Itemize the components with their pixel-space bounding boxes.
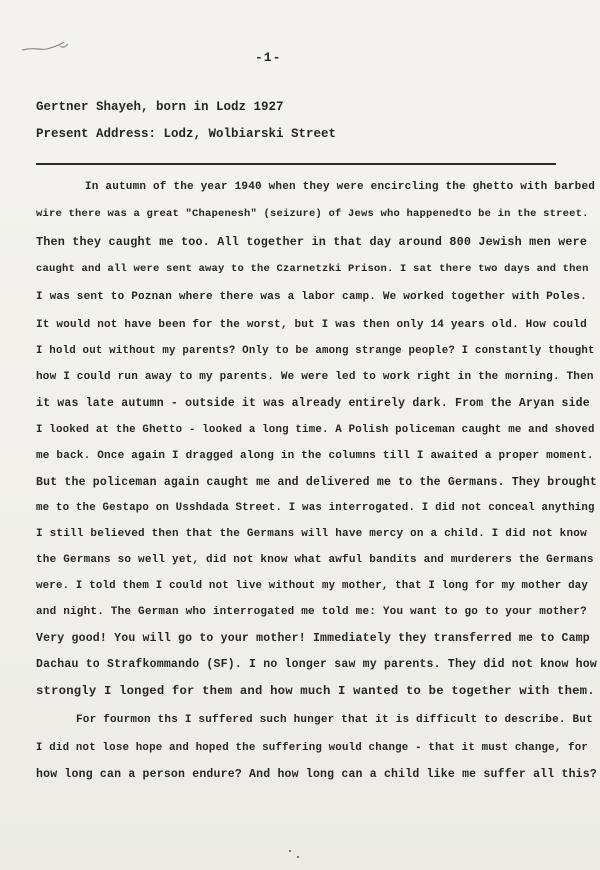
- body-line: In autumn of the year 1940 when they were encircling the ghetto with barbed: [85, 181, 596, 193]
- body-line: Then they caught me too. All together in that day around 800 Jewish men were: [36, 235, 588, 249]
- pen-mark-scribble: [20, 40, 72, 56]
- paper-speck: [289, 850, 291, 852]
- body-line: Dachau to Strafkommando (SF). I no longer saw my parents. They did not know how: [36, 658, 597, 671]
- body-line: I hold out without my parents? Only to be among strange people? I constantly thought: [36, 345, 595, 357]
- body-line: me back. Once again I dragged along in the columns till I awaited a proper moment.: [36, 450, 594, 462]
- body-line: For fourmon ths I suffered such hunger that it is difficult to describe. But: [76, 714, 593, 726]
- body-line: it was late autumn - outside it was already entirely dark. From the Aryan side: [36, 397, 590, 410]
- body-line: I was sent to Poznan where there was a labor camp. We worked together with Poles.: [36, 291, 587, 303]
- body-line: I did not lose hope and hoped the suffering would change - that it must change, for: [36, 742, 589, 754]
- page-number: -1-: [255, 50, 282, 65]
- body-line: Very good! You will go to your mother! Immediately they transferred me to Camp: [36, 632, 590, 645]
- body-line: me to the Gestapo on Usshdada Street. I was interrogated. I did not conceal anything: [36, 502, 595, 514]
- body-line: caught and all were sent away to the Czarnetzki Prison. I sat there two days and then: [36, 263, 589, 275]
- body-line: I still believed then that the Germans will have mercy on a child. I did not know: [36, 528, 587, 540]
- address-line: Present Address: Lodz, Wolbiarski Street: [36, 127, 337, 141]
- name-line: Gertner Shayeh, born in Lodz 1927: [36, 100, 284, 114]
- body-line: I looked at the Ghetto - looked a long time. A Polish policeman caught me and shoved: [36, 424, 595, 436]
- body-line: how long can a person endure? And how long can a child like me suffer all this?: [36, 768, 597, 781]
- body-line: strongly I longed for them and how much I wanted to be together with them.: [36, 684, 595, 698]
- body-line: the Germans so well yet, did not know what awful bandits and murderers the Germans: [36, 554, 594, 566]
- paper-speck: [297, 856, 299, 858]
- horizontal-rule: [36, 163, 556, 165]
- body-line: and night. The German who interrogated me told me: You want to go to your mother?: [36, 606, 587, 618]
- body-line: wire there was a great "Chapenesh" (seizure) of Jews who happenedto be in the street.: [36, 208, 589, 220]
- body-line: It would not have been for the worst, but I was then only 14 years old. How could: [36, 319, 587, 331]
- body-line: how I could run away to my parents. We were led to work right in the morning. Then: [36, 371, 594, 383]
- body-line: were. I told them I could not live without my mother, that I long for my mother day: [36, 580, 589, 592]
- body-line: But the policeman again caught me and delivered me to the Germans. They brought: [36, 476, 597, 489]
